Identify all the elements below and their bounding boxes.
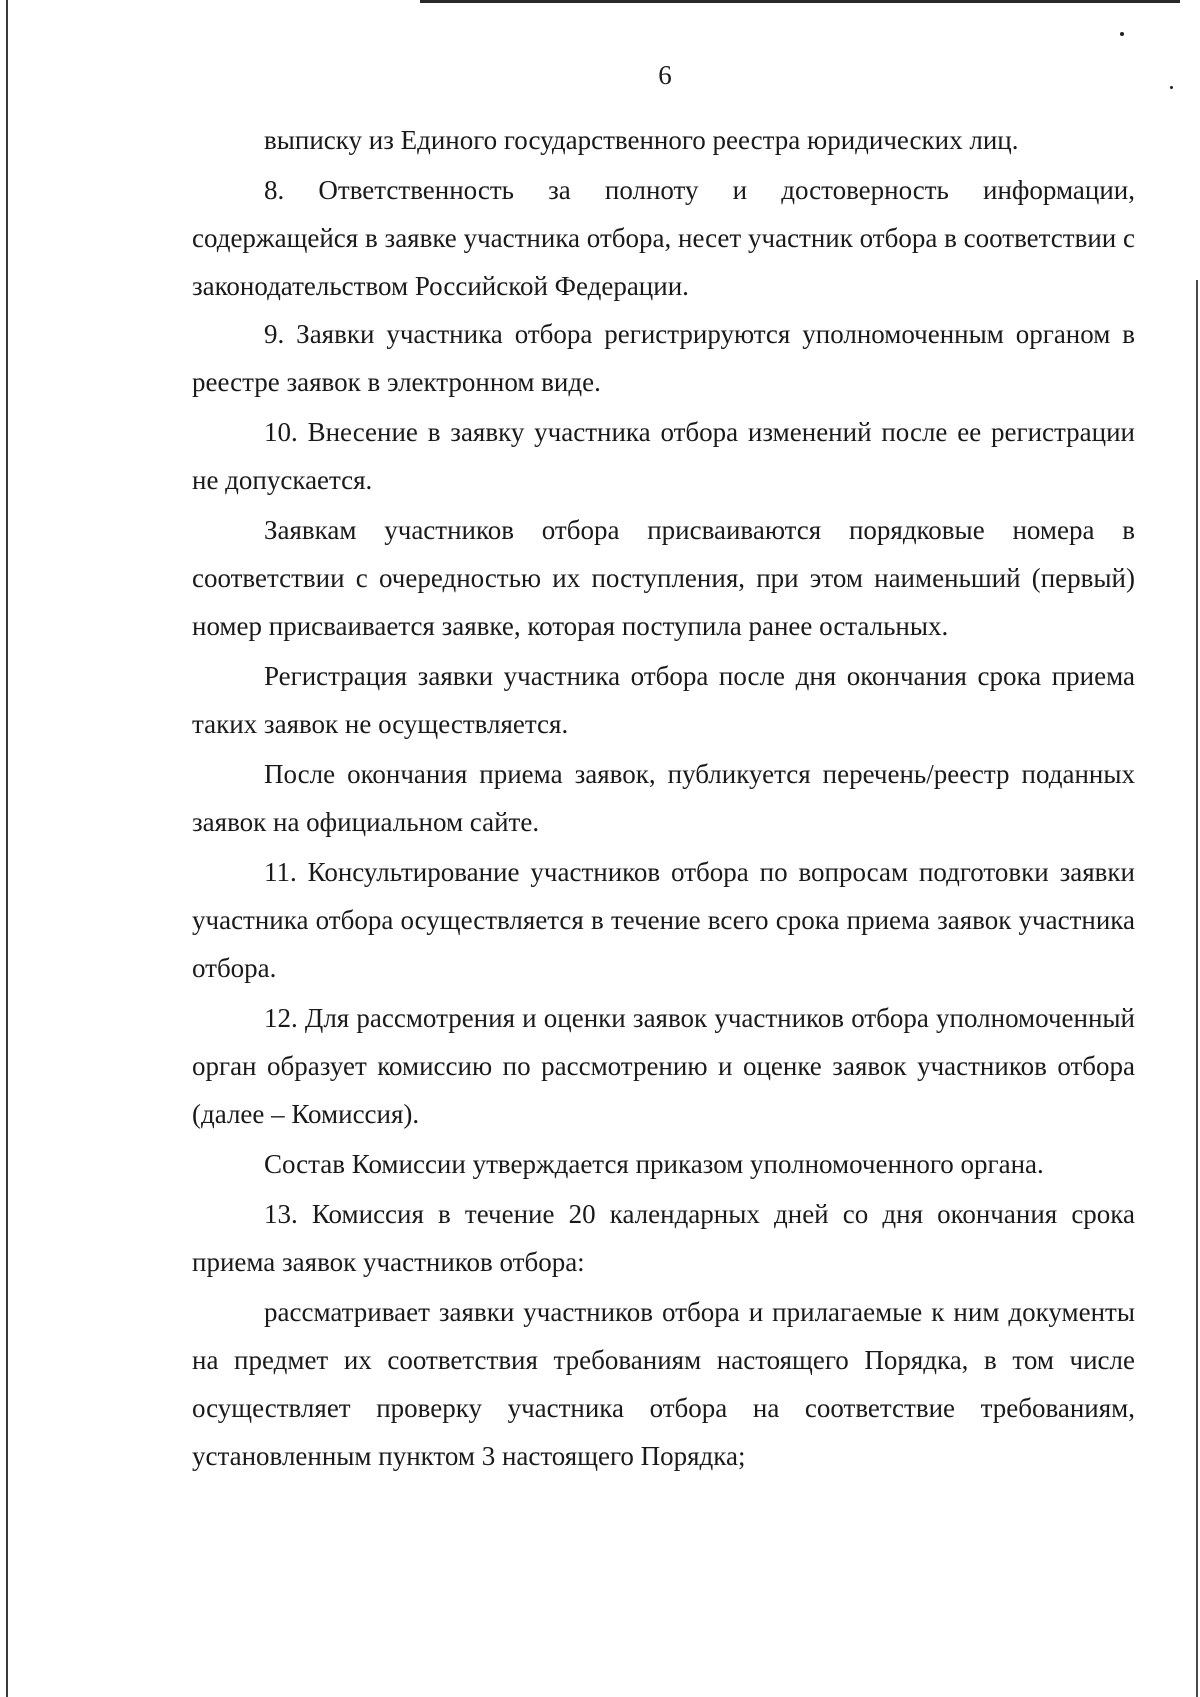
page-number: 6: [658, 60, 672, 90]
paragraph-text: рассматривает заявки участников отбора и прилагаемые к ним документы на предмет их соответствия требованиям настоящего Порядка, в том числе осуществляет проверку участника отбора на соответствие требованиям, установленным пунктом 3 настоящего Порядка;: [192, 1297, 1135, 1471]
paragraph-text: 10. Внесение в заявку участника отбора изменений после ее регистрации не допускается.: [192, 417, 1135, 495]
paragraph-text: 12. Для рассмотрения и оценки заявок участников отбора уполномоченный орган образует комиссию по рассмотрению и оценке заявок участников отбора (далее – Комиссия).: [192, 1003, 1135, 1129]
paragraph: [192, 750, 1135, 846]
scan-edge-left: [6, 0, 8, 1697]
paragraph: [192, 1288, 1135, 1480]
paragraph: [192, 408, 1135, 504]
paragraph: [192, 1190, 1135, 1286]
paragraph-text: Состав Комиссии утверждается приказом уполномоченного органа.: [264, 1149, 1044, 1179]
paragraph-text: выписку из Единого государственного реестра юридических лиц.: [264, 125, 1019, 155]
paragraph: [192, 506, 1135, 650]
paragraph: [192, 652, 1135, 748]
paragraph-text: 9. Заявки участника отбора регистрируются уполномоченным органом в реестре заявок в электронном виде.: [192, 319, 1135, 397]
paragraph-text: Регистрация заявки участника отбора после дня окончания срока приема таких заявок не осуществляется.: [192, 661, 1135, 739]
paragraph: [192, 1140, 1135, 1188]
scan-speck: [1120, 32, 1124, 36]
paragraph-text: 13. Комиссия в течение 20 календарных дней со дня окончания срока приема заявок участников отбора:: [192, 1199, 1135, 1277]
paragraph: [192, 310, 1135, 406]
paragraph-text: После окончания приема заявок, публикуется перечень/реестр поданных заявок на официальном сайте.: [192, 759, 1135, 837]
paragraph-text: 8. Ответственность за полноту и достоверность информации, содержащейся в заявке участника отбора, несет участник отбора в соответствии с законодательством Российской Федерации.: [192, 175, 1135, 301]
paragraph: [192, 994, 1135, 1138]
scan-edge-right: [1196, 280, 1198, 1697]
paragraph-text: 11. Консультирование участников отбора по вопросам подготовки заявки участника отбора осуществляется в течение всего срока приема заявок участника отбора.: [192, 857, 1135, 983]
paragraph: [192, 166, 1135, 310]
paragraph: [192, 848, 1135, 992]
scan-edge-top: [420, 0, 1180, 3]
paragraph-text: Заявкам участников отбора присваиваются порядковые номера в соответствии с очередностью их поступления, при этом наименьший (первый) номер присваивается заявке, которая поступила ранее остальных.: [192, 515, 1135, 641]
paragraph: [192, 116, 1135, 164]
